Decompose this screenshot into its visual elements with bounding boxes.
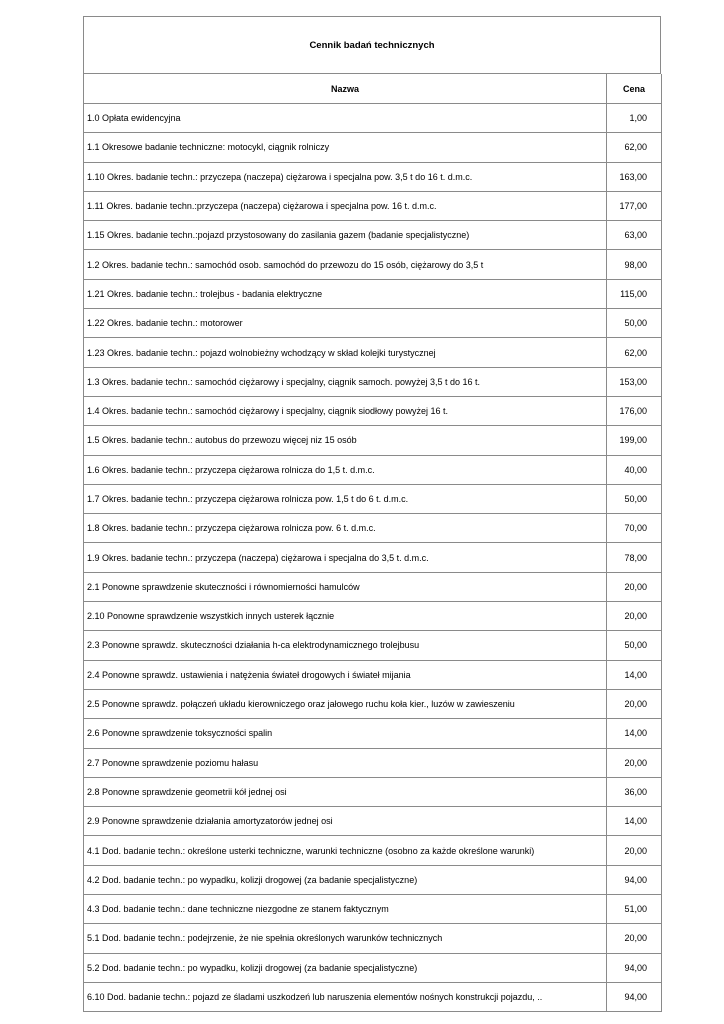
row-name-cell: 5.2 Dod. badanie techn.: po wypadku, kolizji drogowej (za badanie specjalistyczne) <box>84 953 607 982</box>
column-header-name: Nazwa <box>84 74 607 104</box>
table-row <box>84 279 662 308</box>
row-name-cell: 2.6 Ponowne sprawdzenie toksyczności spalin <box>84 719 607 748</box>
row-price-cell: 20,00 <box>607 572 662 601</box>
table-row <box>84 455 662 484</box>
table-row <box>84 660 662 689</box>
row-price-cell: 50,00 <box>607 484 662 513</box>
table-row <box>84 338 662 367</box>
row-name-cell: 2.4 Ponowne sprawdz. ustawienia i natężenia świateł drogowych i świateł mijania <box>84 660 607 689</box>
row-price-cell: 20,00 <box>607 748 662 777</box>
row-name-cell: 2.7 Ponowne sprawdzenie poziomu hałasu <box>84 748 607 777</box>
row-name-cell: 1.9 Okres. badanie techn.: przyczepa (naczepa) ciężarowa i specjalna do 3,5 t. d.m.c. <box>84 543 607 572</box>
table-row <box>84 631 662 660</box>
table-header-row <box>84 74 662 104</box>
table-row <box>84 777 662 806</box>
row-name-cell: 2.1 Ponowne sprawdzenie skuteczności i równomierności hamulców <box>84 572 607 601</box>
row-name-cell: 1.3 Okres. badanie techn.: samochód ciężarowy i specjalny, ciągnik samoch. powyżej 3,5 t do 16 t. <box>84 367 607 396</box>
table-row <box>84 895 662 924</box>
table-row <box>84 367 662 396</box>
table-row <box>84 543 662 572</box>
row-name-cell: 1.11 Okres. badanie techn.:przyczepa (naczepa) ciężarowa i specjalna pow. 16 t. d.m.c. <box>84 191 607 220</box>
row-price-cell: 70,00 <box>607 514 662 543</box>
price-list-document <box>83 16 661 1012</box>
table-row <box>84 689 662 718</box>
row-name-cell: 1.0 Opłata ewidencyjna <box>84 104 607 133</box>
table-row <box>84 250 662 279</box>
table-row <box>84 426 662 455</box>
table-row <box>84 865 662 894</box>
row-name-cell: 2.10 Ponowne sprawdzenie wszystkich innych usterek łącznie <box>84 602 607 631</box>
row-price-cell: 94,00 <box>607 982 662 1011</box>
row-price-cell: 199,00 <box>607 426 662 455</box>
row-name-cell: 1.4 Okres. badanie techn.: samochód ciężarowy i specjalny, ciągnik siodłowy powyżej 16 t. <box>84 396 607 425</box>
table-row <box>84 514 662 543</box>
table-row <box>84 133 662 162</box>
table-row <box>84 191 662 220</box>
row-name-cell: 6.10 Dod. badanie techn.: pojazd ze śladami uszkodzeń lub naruszenia elementów nośnych konstrukcji pojazdu, .. <box>84 982 607 1011</box>
row-name-cell: 2.8 Ponowne sprawdzenie geometrii kół jednej osi <box>84 777 607 806</box>
row-price-cell: 62,00 <box>607 133 662 162</box>
row-price-cell: 177,00 <box>607 191 662 220</box>
row-name-cell: 1.7 Okres. badanie techn.: przyczepa ciężarowa rolnicza pow. 1,5 t do 6 t. d.m.c. <box>84 484 607 513</box>
table-row <box>84 104 662 133</box>
row-price-cell: 115,00 <box>607 279 662 308</box>
table-row <box>84 748 662 777</box>
table-row <box>84 572 662 601</box>
table-row <box>84 924 662 953</box>
row-name-cell: 1.6 Okres. badanie techn.: przyczepa ciężarowa rolnicza do 1,5 t. d.m.c. <box>84 455 607 484</box>
row-price-cell: 62,00 <box>607 338 662 367</box>
row-price-cell: 50,00 <box>607 309 662 338</box>
table-row <box>84 484 662 513</box>
row-price-cell: 78,00 <box>607 543 662 572</box>
table-row <box>84 807 662 836</box>
row-name-cell: 2.5 Ponowne sprawdz. połączeń układu kierowniczego oraz jałowego ruchu koła kier., luzów w zawieszeniu <box>84 689 607 718</box>
row-price-cell: 14,00 <box>607 807 662 836</box>
row-name-cell: 1.15 Okres. badanie techn.:pojazd przystosowany do zasilania gazem (badanie specjalistyczne) <box>84 221 607 250</box>
row-name-cell: 1.23 Okres. badanie techn.: pojazd wolnobieżny wchodzący w skład kolejki turystycznej <box>84 338 607 367</box>
row-price-cell: 50,00 <box>607 631 662 660</box>
page-title: Cennik badań technicznych <box>83 16 661 74</box>
row-price-cell: 1,00 <box>607 104 662 133</box>
table-row <box>84 309 662 338</box>
table-row <box>84 719 662 748</box>
row-name-cell: 4.2 Dod. badanie techn.: po wypadku, kolizji drogowej (za badanie specjalistyczne) <box>84 865 607 894</box>
table-row <box>84 602 662 631</box>
row-name-cell: 1.2 Okres. badanie techn.: samochód osob. samochód do przewozu do 15 osób, ciężarowy do 3,5 t <box>84 250 607 279</box>
row-price-cell: 20,00 <box>607 689 662 718</box>
row-name-cell: 1.10 Okres. badanie techn.: przyczepa (naczepa) ciężarowa i specjalna pow. 3,5 t do 16 t. d.m.c. <box>84 162 607 191</box>
row-name-cell: 2.9 Ponowne sprawdzenie działania amortyzatorów jednej osi <box>84 807 607 836</box>
row-price-cell: 153,00 <box>607 367 662 396</box>
row-price-cell: 98,00 <box>607 250 662 279</box>
row-name-cell: 5.1 Dod. badanie techn.: podejrzenie, że nie spełnia określonych warunków technicznych <box>84 924 607 953</box>
price-table <box>83 74 662 1012</box>
row-price-cell: 176,00 <box>607 396 662 425</box>
row-price-cell: 14,00 <box>607 660 662 689</box>
column-header-price: Cena <box>607 74 662 104</box>
row-name-cell: 2.3 Ponowne sprawdz. skuteczności działania h-ca elektrodynamicznego trolejbusu <box>84 631 607 660</box>
row-name-cell: 1.1 Okresowe badanie techniczne: motocykl, ciągnik rolniczy <box>84 133 607 162</box>
row-name-cell: 4.1 Dod. badanie techn.: określone usterki techniczne, warunki techniczne (osobno za każde określone warunki) <box>84 836 607 865</box>
row-name-cell: 1.22 Okres. badanie techn.: motorower <box>84 309 607 338</box>
row-price-cell: 40,00 <box>607 455 662 484</box>
row-price-cell: 36,00 <box>607 777 662 806</box>
row-name-cell: 1.21 Okres. badanie techn.: trolejbus - badania elektryczne <box>84 279 607 308</box>
row-price-cell: 20,00 <box>607 836 662 865</box>
row-price-cell: 20,00 <box>607 924 662 953</box>
row-name-cell: 1.8 Okres. badanie techn.: przyczepa ciężarowa rolnicza pow. 6 t. d.m.c. <box>84 514 607 543</box>
row-price-cell: 14,00 <box>607 719 662 748</box>
table-row <box>84 982 662 1011</box>
table-row <box>84 953 662 982</box>
row-name-cell: 4.3 Dod. badanie techn.: dane techniczne niezgodne ze stanem faktycznym <box>84 895 607 924</box>
row-name-cell: 1.5 Okres. badanie techn.: autobus do przewozu więcej niz 15 osób <box>84 426 607 455</box>
table-row <box>84 221 662 250</box>
row-price-cell: 94,00 <box>607 953 662 982</box>
row-price-cell: 163,00 <box>607 162 662 191</box>
table-row <box>84 162 662 191</box>
table-row <box>84 836 662 865</box>
table-row <box>84 396 662 425</box>
row-price-cell: 20,00 <box>607 602 662 631</box>
row-price-cell: 63,00 <box>607 221 662 250</box>
row-price-cell: 51,00 <box>607 895 662 924</box>
row-price-cell: 94,00 <box>607 865 662 894</box>
